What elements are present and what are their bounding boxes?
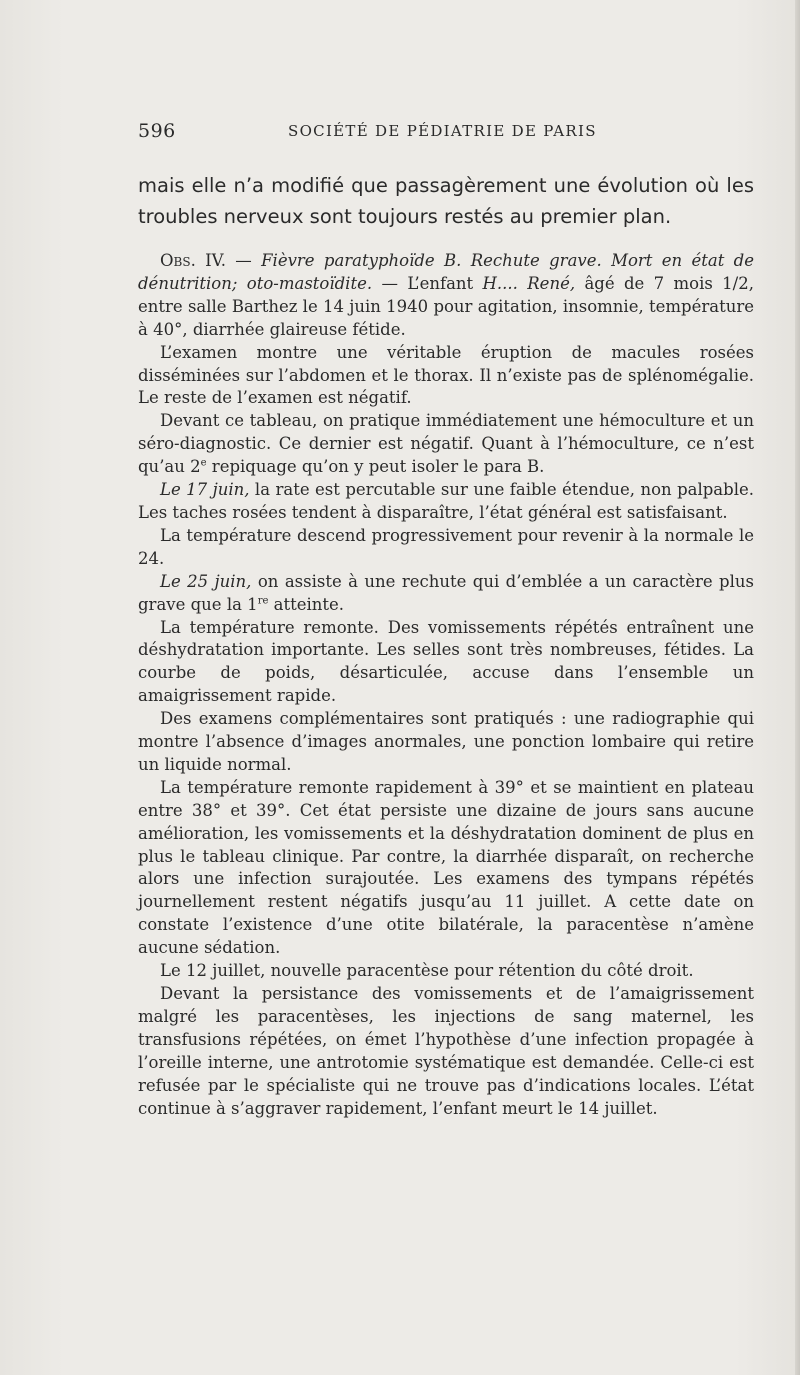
- page-body: [138, 170, 754, 1120]
- hemoculture-text-end: repiquage qu’on y peut isoler le para B.: [206, 457, 545, 477]
- page-header: [138, 120, 754, 150]
- hemoculture-text: Devant ce tableau, on pratique immédiatement une hémoculture et un séro-diagnostic. Ce dernier est négatif. Quant à l’hémoculture, ce n’est qu’au 2: [138, 411, 754, 477]
- date-june-25: Le 25 juin,: [160, 571, 252, 591]
- paragraph-hemoculture: [138, 410, 754, 479]
- observation-title: Fièvre paratyphoïde B. Rechute grave. Mort en état de dénutrition; oto-mastoïdite.: [138, 251, 754, 293]
- running-title: SOCIÉTÉ DE PÉDIATRIE DE PARIS: [288, 122, 597, 140]
- observation-opening: âgé de 7 mois 1/2, entre salle Barthez le 14 juin 1940 pour agitation, insomnie, température à 40°, diarrhée glaireuse fétide.: [138, 273, 754, 339]
- paragraph-june-17: [138, 479, 754, 525]
- paragraph-plateau: La température remonte rapidement à 39° et se maintient en plateau entre 38° et 39°. Cet état persiste une dizaine de jours sans aucune amélioration, les vomissements et la déshydratation dominent de plus en plus le tableau clinique. Par contre, la diarrhée disparaît, on recherche alors une infection surajoutée. Les examens des tympans répétés journellement restent négatifs jusqu’au 11 juillet. A cette date on constate l’existence d’une otite bilatérale, la paracentèse n’amène aucune sédation.: [138, 777, 754, 958]
- superscript: re: [257, 595, 269, 607]
- paragraph-examination: L’examen montre une véritable éruption de macules rosées disséminées sur l’abdomen et le thorax. Il n’existe pas de splénomégalie. Le reste de l’examen est négatif.: [138, 342, 754, 408]
- paragraph-complementary-exams: Des examens complémentaires sont pratiqués : une radiographie qui montre l’absence d’images anormales, une ponction lombaire qui retire un liquide normal.: [138, 709, 754, 774]
- paragraph-july-12: Le 12 juillet, nouvelle paracentèse pour rétention du côté droit.: [160, 961, 694, 981]
- intro-paragraph: mais elle n’a modifié que passagèrement une évolution où les troubles nerveux sont toujours restés au premier plan.: [138, 174, 754, 228]
- paragraph-june-25: [138, 571, 754, 617]
- observation-label: Obs. IV.: [160, 251, 226, 270]
- observation-section: [138, 250, 754, 1120]
- paragraph-temperature-rises: La température remonte. Des vomissements répétés entraînent une déshydratation importante. Les selles sont très nombreuses, fétides. La courbe de poids, désarticulée, accuse dans l’ensemble un amaigrissement rapide.: [138, 617, 754, 706]
- page-edge-shadow: [795, 0, 800, 1375]
- june-17-text: la rate est percutable sur une faible étendue, non palpable. Les taches rosées tendent à disparaître, l’état général est satisfaisant.: [138, 480, 754, 522]
- page-number: 596: [138, 120, 176, 142]
- superscript: e: [200, 457, 207, 469]
- dash: —: [225, 251, 262, 270]
- observation-heading-paragraph: [138, 250, 754, 342]
- patient-initial: H....: [482, 273, 518, 293]
- june-25-text: on assiste à une rechute qui d’emblée a un caractère plus grave que la 1: [138, 571, 754, 614]
- june-25-text-end: atteinte.: [268, 594, 345, 614]
- paragraph-temperature-descends: La température descend progressivement pour revenir à la normale le 24.: [138, 525, 754, 568]
- dash: —: [372, 273, 408, 293]
- date-june-17: Le 17 juin,: [160, 480, 250, 500]
- paragraph-conclusion: Devant la persistance des vomissements et de l’amaigrissement malgré les paracentèses, les injections de sang maternel, les transfusions répétées, on émet l’hypothèse d’une infection propagée à l’oreille interne, une antrotomie systématique est demandée. Celle-ci est refusée par le spécialiste qui ne trouve pas d’indications locales. L’état continue à s’aggraver rapidement, l’enfant meurt le 14 juillet.: [138, 984, 754, 1118]
- patient-name: René,: [517, 273, 576, 293]
- observation-lead: L’enfant: [407, 273, 483, 293]
